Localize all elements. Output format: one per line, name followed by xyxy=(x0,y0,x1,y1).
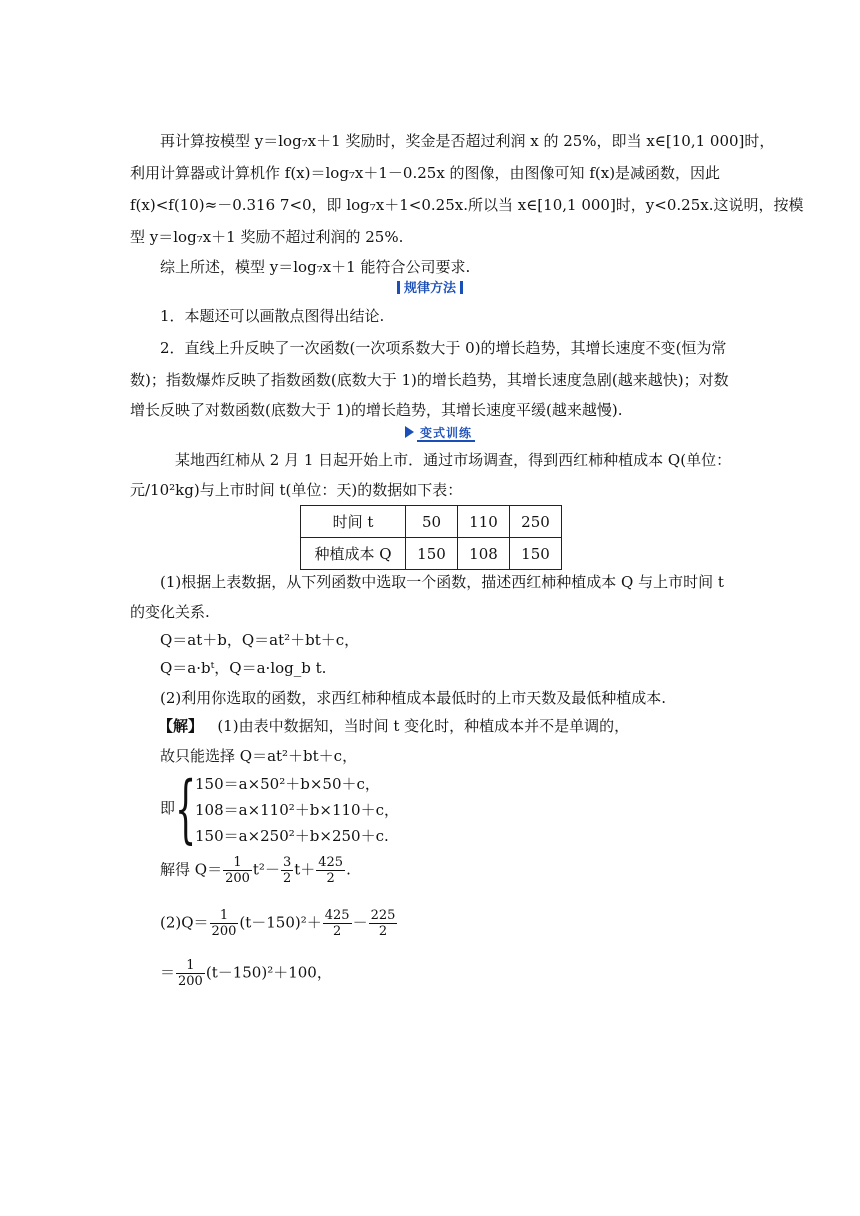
table-cell: 150 xyxy=(406,538,458,570)
fraction-denominator: 200 xyxy=(211,924,237,939)
part2-prefix: (2)Q＝ xyxy=(160,913,209,932)
fraction xyxy=(176,958,205,989)
solution-label: 【解】 xyxy=(158,717,204,735)
solution-line1-text: (1)由表中数据知，当时间 t 变化时，种植成本并不是单调的， xyxy=(217,717,630,735)
table-cell: 110 xyxy=(458,506,510,538)
fraction-denominator: 2 xyxy=(378,924,388,939)
problem-line2: 元/10²kg)与上市时间 t(单位：天)的数据如下表： xyxy=(130,481,463,499)
solution-result xyxy=(160,855,351,886)
method-item-2-line1: 2．直线上升反映了一次函数(一次项系数大于 0)的增长趋势，其增长速度不变(恒为常 xyxy=(160,339,727,357)
table-cell: 150 xyxy=(510,538,562,570)
banner-bar-right xyxy=(460,281,463,294)
part2-term: (t－150)²＋ xyxy=(239,913,322,932)
table-header-time: 时间 t xyxy=(301,506,406,538)
solution-line2: 故只能选择 Q＝at²＋bt＋c， xyxy=(160,747,358,765)
solution-line1 xyxy=(158,716,758,736)
banner-bar-left xyxy=(397,281,400,294)
fraction-denominator: 2 xyxy=(333,924,342,939)
fraction xyxy=(223,855,252,886)
method-item-1: 1．本题还可以画散点图得出结论. xyxy=(160,307,385,325)
variant-banner xyxy=(405,424,475,440)
para1-line1: 再计算按模型 y＝log₇x＋1 奖励时，奖金是否超过利润 x 的 25%，即当 x∈[10,1 000]时， xyxy=(160,132,775,150)
method-item-2-line3: 增长反映了对数函数(底数大于 1)的增长趋势，其增长速度平缓(越来越慢). xyxy=(130,401,623,419)
result-term: t＋ xyxy=(294,860,316,879)
fraction-denominator: 200 xyxy=(225,871,250,886)
fraction-numerator: 3 xyxy=(282,855,292,870)
left-brace: { xyxy=(175,766,197,852)
table-cell: 250 xyxy=(510,506,562,538)
result-term: . xyxy=(346,860,351,879)
fraction-numerator: 1 xyxy=(210,908,239,924)
table-row xyxy=(301,538,562,570)
fraction xyxy=(281,855,293,886)
fraction-numerator: 225 xyxy=(370,908,396,923)
solution-part2-line2 xyxy=(160,958,332,989)
table-cell: 50 xyxy=(406,506,458,538)
q1-funcs-line2: Q＝a·bᵗ，Q＝a·log_b t. xyxy=(160,659,327,677)
para1-line2: 利用计算器或计算机作 f(x)＝log₇x＋1－0.25x 的图像，由图像可知 f(x)是减函数，因此 xyxy=(130,164,721,182)
q2-line: (2)利用你选取的函数，求西红柿种植成本最低时的上市天数及最低种植成本. xyxy=(160,689,667,707)
summary-line: 综上所述，模型 y＝log₇x＋1 能符合公司要求. xyxy=(160,258,471,276)
table-cell: 108 xyxy=(458,538,510,570)
para1-line3: f(x)<f(10)≈－0.316 7<0，即 log₇x＋1<0.25x.所以当 x∈[10,1 000]时，y<0.25x.这说明，按模 xyxy=(130,196,804,214)
method-banner-text: 规律方法 xyxy=(403,281,456,296)
system-eq3: 150＝a×250²＋b×250＋c. xyxy=(195,827,389,845)
q1-funcs-line1: Q＝at＋b，Q＝at²＋bt＋c， xyxy=(160,631,360,649)
fraction-denominator: 2 xyxy=(326,871,335,886)
fraction-numerator: 425 xyxy=(318,855,344,870)
part2-prefix: ＝ xyxy=(160,963,176,982)
table-header-cost: 种植成本 Q xyxy=(301,538,406,570)
fraction-numerator: 425 xyxy=(324,908,350,923)
fraction xyxy=(369,908,398,939)
fraction xyxy=(323,908,352,939)
part2-term: (t－150)²＋100， xyxy=(205,963,332,982)
play-triangle-icon xyxy=(405,426,414,438)
q1-line1: (1)根据上表数据，从下列函数中选取一个函数，描述西红柿种植成本 Q 与上市时间 t xyxy=(160,573,724,591)
part2-term: － xyxy=(352,913,368,932)
method-item-2-line2: 数)；指数爆炸反映了指数函数(底数大于 1)的增长趋势，其增长速度急剧(越来越快)；对数 xyxy=(130,371,729,389)
fraction-numerator: 1 xyxy=(176,958,205,974)
result-term: t²－ xyxy=(252,860,280,879)
fraction-denominator: 200 xyxy=(178,974,203,989)
para1-line4: 型 y＝log₇x＋1 奖励不超过利润的 25%. xyxy=(130,228,404,246)
fraction-numerator: 1 xyxy=(223,855,252,871)
problem-line1: 某地西红柿从 2 月 1 日起开始上市．通过市场调查，得到西红柿种植成本 Q(单位： xyxy=(175,451,732,469)
data-table xyxy=(300,505,562,570)
q1-line2: 的变化关系. xyxy=(130,603,210,621)
system-eq2: 108＝a×110²＋b×110＋c， xyxy=(195,801,399,819)
method-banner xyxy=(380,277,480,295)
fraction xyxy=(210,908,239,939)
result-prefix: 解得 Q＝ xyxy=(160,860,223,879)
solution-part2-line1 xyxy=(160,908,398,939)
system-eq1: 150＝a×50²＋b×50＋c， xyxy=(195,775,380,793)
system-prefix: 即 xyxy=(160,799,176,817)
fraction xyxy=(316,855,345,886)
table-row xyxy=(301,506,562,538)
variant-banner-text: 变式训练 xyxy=(417,426,475,442)
fraction-denominator: 2 xyxy=(282,871,292,886)
